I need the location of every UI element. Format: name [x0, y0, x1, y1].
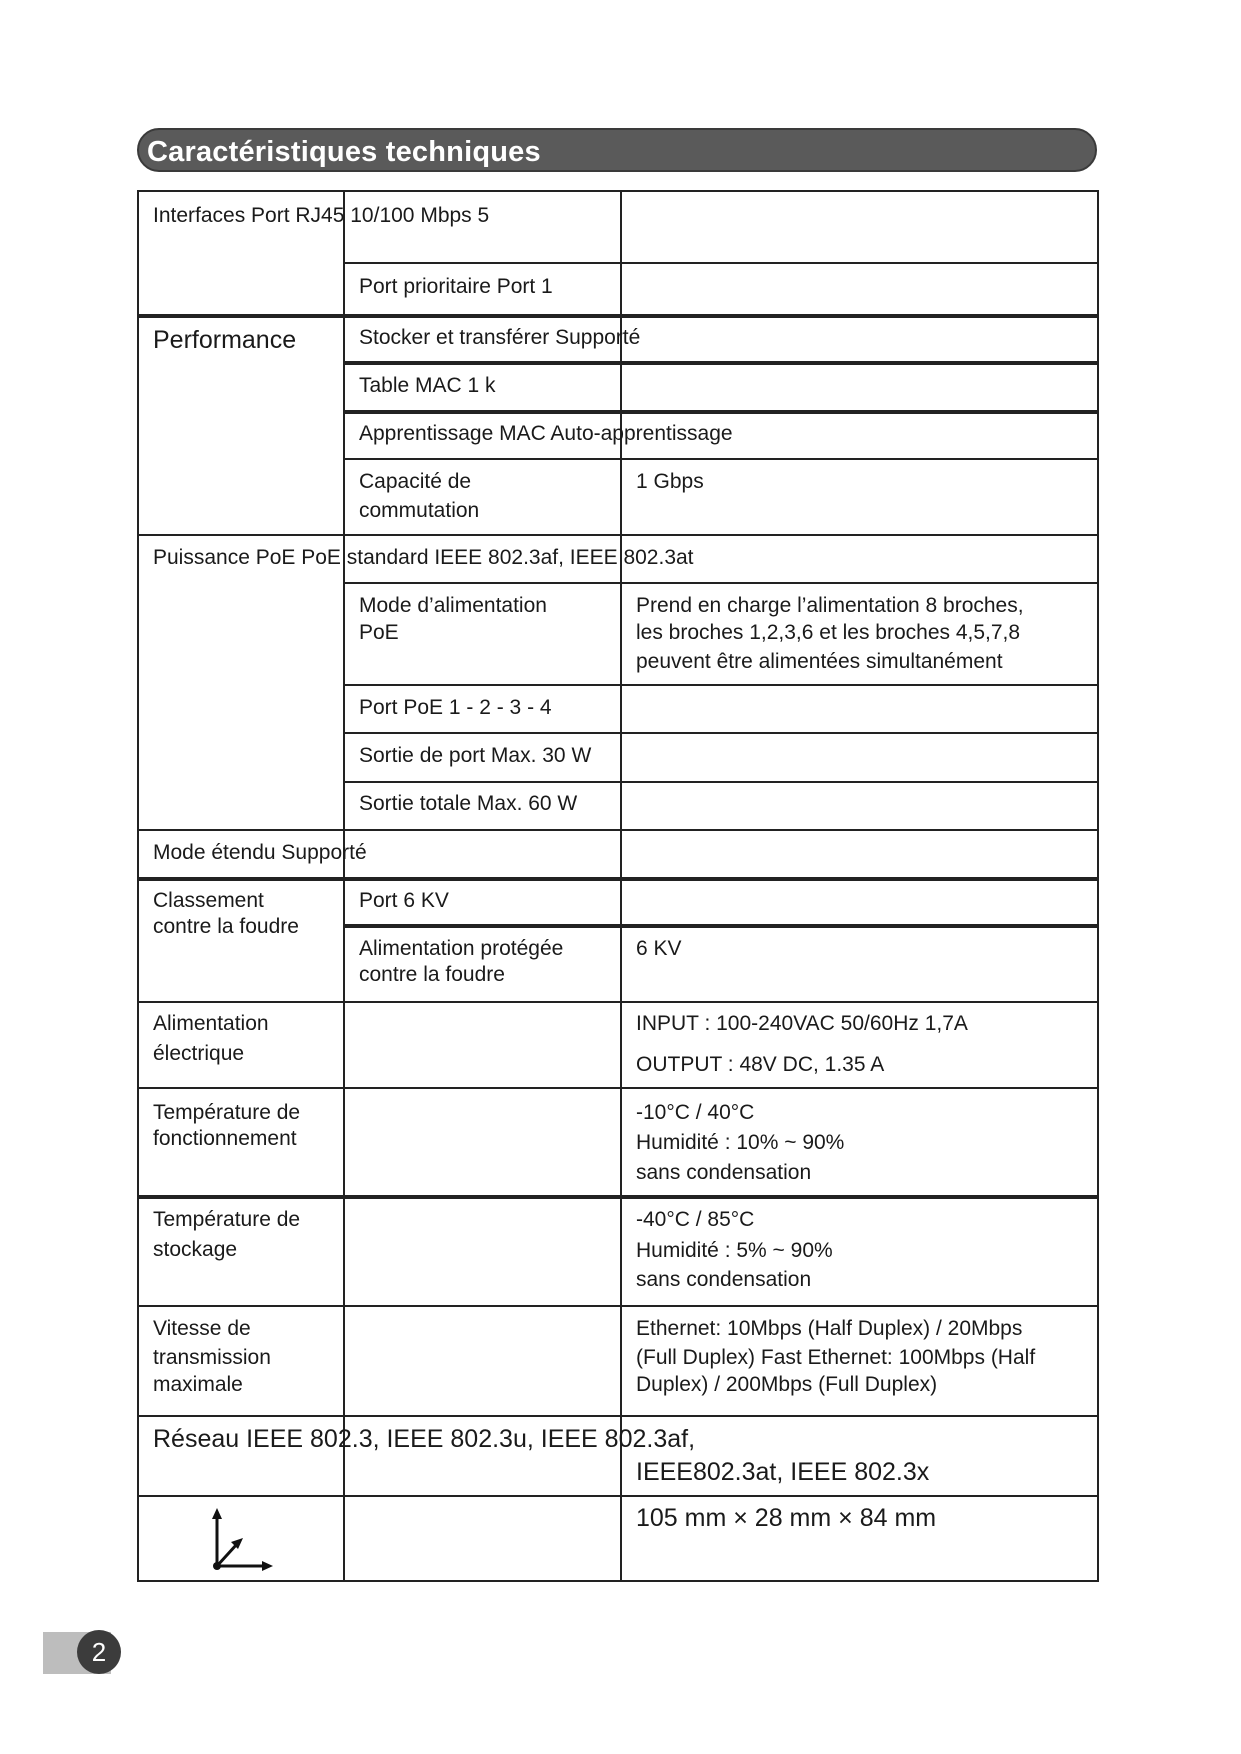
poe-mode-label-line2: PoE: [359, 621, 399, 644]
speed-label-line1: Vitesse de: [153, 1317, 251, 1340]
dimensions-value: 105 mm × 28 mm × 84 mm: [636, 1504, 937, 1532]
switching-capacity-label-line2: commutation: [359, 499, 480, 522]
speed-label-line2: transmission: [153, 1346, 271, 1369]
lightning-label-line1: Classement: [153, 889, 264, 912]
priority-port-cell: Port prioritaire Port 1: [359, 275, 553, 298]
power-supply-label-line2: électrique: [153, 1042, 245, 1065]
poe-mode-value-line1: Prend en charge l’alimentation 8 broches,: [636, 594, 1024, 617]
lightning-power-label-line2: contre la foudre: [359, 963, 505, 986]
mac-table-cell: Table MAC 1 k: [359, 374, 496, 397]
mac-learning-cell: Apprentissage MAC Auto-apprentissage: [359, 422, 733, 445]
section-title: Caractéristiques techniques: [147, 136, 541, 168]
speed-value-line1: Ethernet: 10Mbps (Half Duplex) / 20Mbps: [636, 1317, 1023, 1340]
speed-value-line2: (Full Duplex) Fast Ethernet: 100Mbps (Half: [636, 1346, 1036, 1369]
poe-mode-label-line1: Mode d’alimentation: [359, 594, 547, 617]
poe-ports-cell: Port PoE 1 - 2 - 3 - 4: [359, 696, 552, 719]
lightning-power-label-line1: Alimentation protégée: [359, 937, 564, 960]
lightning-label-line2: contre la foudre: [153, 915, 299, 938]
power-input-value: INPUT : 100-240VAC 50/60Hz 1,7A: [636, 1012, 968, 1035]
lightning-power-value: 6 KV: [636, 937, 682, 960]
poe-mode-value-line3: peuvent être alimentées simultanément: [636, 650, 1003, 673]
lightning-port-cell: Port 6 KV: [359, 889, 449, 912]
total-output-cell: Sortie totale Max. 60 W: [359, 792, 578, 815]
storage-temp-value-line2: Humidité : 5% ~ 90%: [636, 1239, 833, 1262]
op-temp-value-line3: sans condensation: [636, 1161, 812, 1184]
op-temp-label-line1: Température de: [153, 1101, 301, 1124]
op-temp-value-line2: Humidité : 10% ~ 90%: [636, 1131, 845, 1154]
dimensions-axes-icon: [205, 1508, 275, 1574]
page-number: 2: [77, 1630, 121, 1674]
op-temp-value-line1: -10°C / 40°C: [636, 1101, 755, 1124]
switching-capacity-value: 1 Gbps: [636, 470, 704, 493]
extended-mode-label: Mode étendu Supporté: [153, 841, 367, 864]
power-output-value: OUTPUT : 48V DC, 1.35 A: [636, 1053, 885, 1076]
network-line2: IEEE802.3at, IEEE 802.3x: [636, 1458, 930, 1486]
storage-temp-label-line1: Température de: [153, 1208, 301, 1231]
switching-capacity-label-line1: Capacité de: [359, 470, 472, 493]
storage-temp-value-line1: -40°C / 85°C: [636, 1208, 755, 1231]
storage-temp-label-line2: stockage: [153, 1238, 238, 1261]
interfaces-label: Interfaces Port RJ45 10/100 Mbps 5: [153, 204, 490, 227]
speed-label-line3: maximale: [153, 1373, 243, 1396]
store-forward-cell: Stocker et transférer Supporté: [359, 326, 641, 349]
poe-mode-value-line2: les broches 1,2,3,6 et les broches 4,5,7,8: [636, 621, 1021, 644]
poe-power-label: Puissance PoE PoE standard IEEE 802.3af, IEEE 802.3at: [153, 546, 694, 569]
network-line1: Réseau IEEE 802.3, IEEE 802.3u, IEEE 802.3af,: [153, 1425, 696, 1453]
op-temp-label-line2: fonctionnement: [153, 1127, 297, 1150]
power-supply-label-line1: Alimentation: [153, 1012, 269, 1035]
speed-value-line3: Duplex) / 200Mbps (Full Duplex): [636, 1373, 938, 1396]
port-output-cell: Sortie de port Max. 30 W: [359, 744, 592, 767]
performance-label: Performance: [153, 326, 297, 354]
storage-temp-value-line3: sans condensation: [636, 1268, 812, 1291]
